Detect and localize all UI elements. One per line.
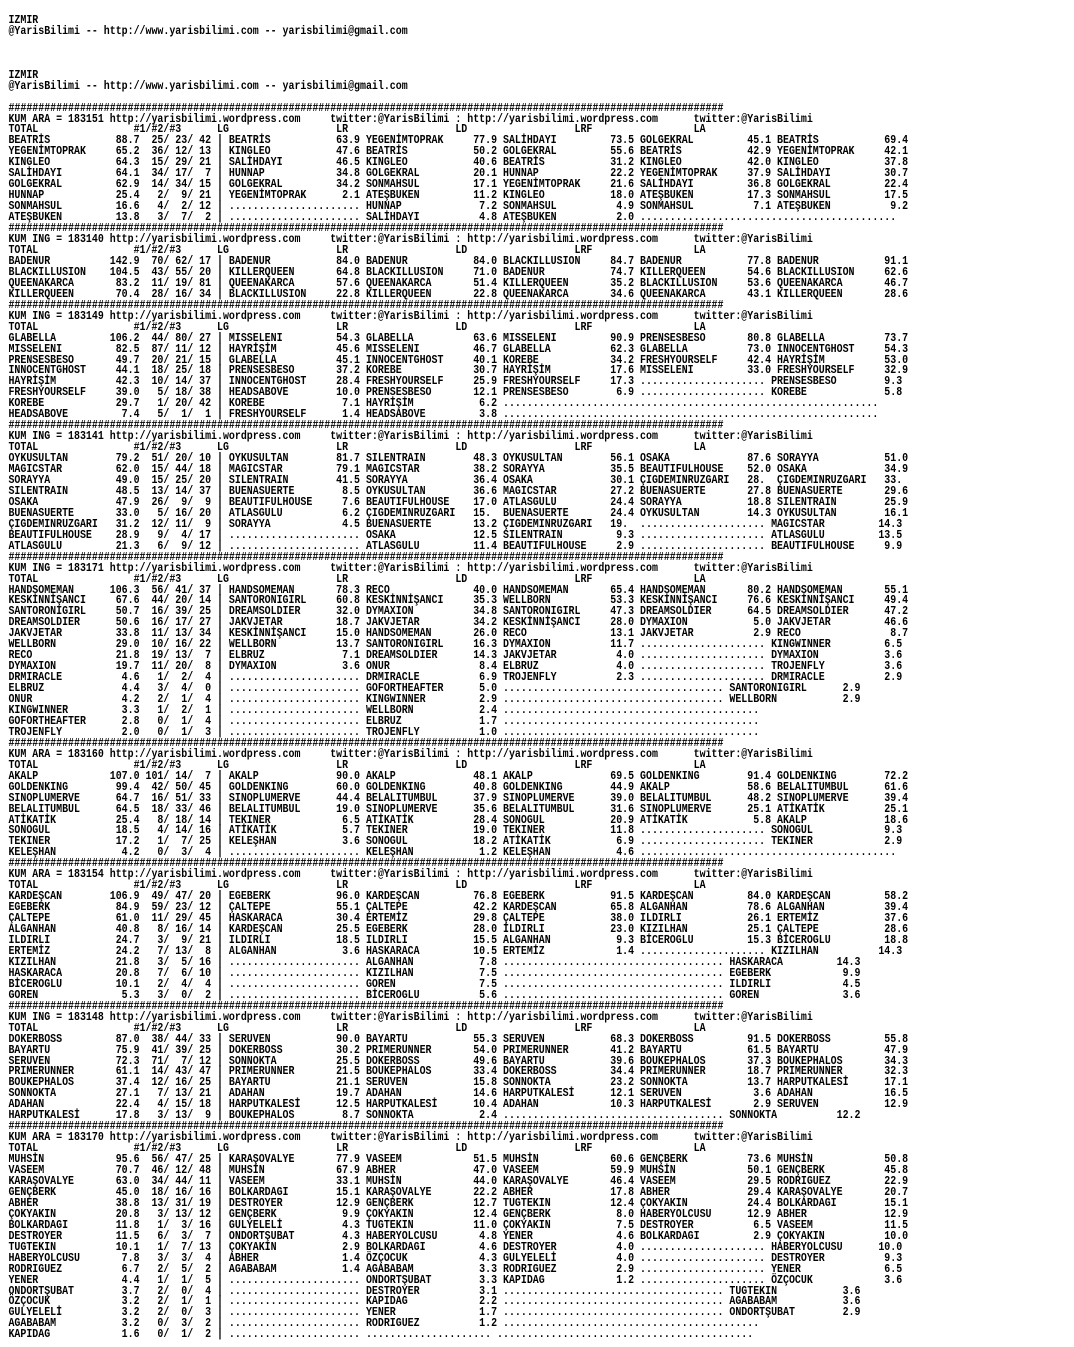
text-line: BLACKILLUSION 104.5 43/ 55/ 20 | KILLERQUEEN 64.8 BLACKILLUSION 71.0 BADENUR 74.7 KILLERQUEEN 54.6 BLACKILLUSION 62.6 [8, 264, 909, 279]
text-line: KINGWINNER 3.3 1/ 2/ 1 | ...................... WELLBORN 2.4 ........................................... [8, 703, 760, 717]
text-line: TUGTEKIN 10.1 1/ 7/ 13 | ÇOKYAKIN 2.9 BOLKARDAGI 4.6 DESTROYER 4.0 ..................... HABERYOLCUSU 10.0 [8, 1239, 903, 1254]
text-line: HAYRİŞİM 42.3 10/ 14/ 37 | INNOCENTGHOST 28.4 FRESHYOURSELF 25.9 FRESHYOURSELF 17.3 ..................... PRENSESBESO 9.3 [8, 374, 903, 389]
text-line: TROJENFLY 2.0 0/ 1/ 3 | ...................... TROJENFLY 1.0 ........................................... [8, 724, 760, 739]
text-line: VASEEM 70.7 46/ 12/ 48 | MUHSİN 67.9 ABHER 47.0 VASEEM 59.9 MUHSİN 50.1 GENÇBERK 45.8 [8, 1163, 909, 1178]
text-line: SINOPLUMERVE 64.7 16/ 51/ 33 | SINOPLUMERVE 44.4 BELALITUMBUL 37.9 SINOPLUMERVE 39.0 BELALITUMBUL 48.2 SINOPLUMERVE 39.4 [8, 790, 909, 805]
separator-line: ######################################################################################################################## [8, 100, 724, 115]
text-line: TOTAL #1/#2/#3 LG LR LD LRF LA [8, 440, 706, 455]
text-line: IZMIR [8, 12, 39, 27]
text-line: TEKINER 17.2 1/ 7/ 25 | KELEŞHAN 3.6 SONOGUL 18.2 ATİKATİK 6.9 ..................... TEKINER 2.9 [8, 834, 903, 849]
text-line: DRMIRACLE 4.6 1/ 2/ 4 | ...................... DRMIRACLE 6.9 TROJENFLY 2.3 ..................... DRMIRACLE 2.9 [8, 670, 903, 685]
text-line: SALİHDAYI 64.1 34/ 17/ 7 | HUNNAP 34.8 GOLGEKRAL 20.1 HUNNAP 22.2 YEGENİMTOPRAK 37.9 SALİHDAYI 30.7 [8, 166, 909, 181]
text-line: EGEBERK 84.9 59/ 23/ 12 | ÇALTEPE 55.1 ÇALTEPE 42.2 KARDEŞCAN 65.8 ALGANHAN 78.6 ALGANHAN 39.4 [8, 900, 909, 915]
text-line: TOTAL #1/#2/#3 LG LR LD LRF LA [8, 1141, 706, 1156]
text-line: GENÇBERK 45.0 18/ 16/ 16 | BOLKARDAGI 15.1 KARAŞOVALYE 22.2 ABHER 17.8 ABHER 29.4 KARAŞOVALYE 20.7 [8, 1184, 909, 1199]
text-line: BİCEROGLU 10.1 2/ 4/ 4 | ...................... GOREN 7.5 ..................................... ILDIRLI 4.5 [8, 976, 861, 991]
text-line: PRIMERUNNER 61.1 14/ 43/ 47 | PRIMERUNNER 21.5 BOUKEPHALOS 33.4 DOKERBOSS 34.4 PRIMERUNNER 18.7 PRIMERUNNER 32.3 [8, 1064, 909, 1079]
text-line: TOTAL #1/#2/#3 LG LR LD LRF LA [8, 878, 706, 893]
separator-line: ######################################################################################################################## [8, 418, 724, 433]
text-line: IZMIR [8, 67, 39, 82]
text-line: SERUVEN 72.3 71/ 7/ 12 | SONNOKTA 25.5 DOKERBOSS 49.6 BAYARTU 39.6 BOUKEPHALOS 37.3 BOUKEPHALOS 34.3 [8, 1053, 909, 1068]
text-line: DOKERBOSS 87.0 38/ 44/ 33 | SERUVEN 90.0 BAYARTU 55.3 SERUVEN 68.3 DOKERBOSS 91.5 DOKERBOSS 55.8 [8, 1031, 909, 1046]
separator-line: ######################################################################################################################## [8, 998, 724, 1013]
text-line: ATLASGULU 21.3 6/ 9/ 12 | ...................... ATLASGULU 11.4 BEAUTIFULHOUSE 2.9 ..................... BEAUTIFULHOUSE 9.9 [8, 538, 903, 553]
text-line: KUM ARA = 183151 http://yarisbilimi.wordpress.com twitter:@YarisBilimi : http://yarisbilimi.wordpress.com twitter:@YarisBilimi [8, 111, 813, 126]
text-line: BEAUTIFULHOUSE 28.9 9/ 4/ 17 | ...................... OSAKA 12.5 SILENTRAIN 9.3 ..................... ATLASGULU 13.5 [8, 527, 903, 542]
text-line: HARPUTKALESİ 17.8 3/ 13/ 9 | BOUKEPHALOS 8.7 SONNOKTA 2.4 ..................................... SONNOKTA 12.2 [8, 1108, 861, 1123]
separator-line: ######################################################################################################################## [8, 221, 724, 236]
text-line: ABHER 38.8 13/ 31/ 19 | DESTROYER 12.9 GENÇBERK 12.7 TUGTEKIN 12.4 ÇOKYAKIN 24.4 BOLKARDAGI 15.1 [8, 1195, 909, 1210]
text-line: GOLDENKING 99.4 42/ 50/ 45 | GOLDENKING 60.0 GOLDENKING 40.8 GOLDENKING 44.9 AKALP 58.6 BELALITUMBUL 61.6 [8, 779, 909, 794]
text-line: KIZILHAN 21.8 3/ 5/ 16 | ...................... ALGANHAN 7.8 ..................................... HASKARACA 14.3 [8, 954, 861, 969]
text-line: AGABABAM 3.2 0/ 3/ 2 | ...................... RODRIGUEZ 1.2 ........................................... [8, 1316, 760, 1331]
text-line: KUM ARA = 183170 http://yarisbilimi.wordpress.com twitter:@YarisBilimi : http://yarisbilimi.wordpress.com twitter:@YarisBilimi [8, 1130, 813, 1145]
text-line: SORAYYA 49.0 15/ 25/ 20 | SILENTRAIN 41.5 SORAYYA 36.4 OSAKA 30.1 ÇIGDEMINRUZGARI 28. ÇIGDEMINRUZGARI 33. [8, 472, 903, 487]
text-line: KUM ING = 183140 http://yarisbilimi.wordpress.com twitter:@YarisBilimi : http://yarisbilimi.wordpress.com twitter:@YarisBilimi [8, 232, 813, 247]
text-line: GOLGEKRAL 62.9 14/ 34/ 15 | GOLGEKRAL 34.2 SONMAHSUL 17.1 YEGENİMTOPRAK 21.6 SALİHDAYI 36.8 GOLGEKRAL 22.4 [8, 177, 909, 192]
text-line: ÇALTEPE 61.0 11/ 29/ 45 | HASKARACA 30.4 ERTEMİZ 29.8 ÇALTEPE 38.0 ILDIRLI 26.1 ERTEMİZ 37.6 [8, 911, 909, 926]
text-line: MAGICSTAR 62.0 15/ 44/ 18 | MAGICSTAR 79.1 MAGICSTAR 38.2 SORAYYA 35.5 BEAUTIFULHOUSE 52.0 OSAKA 34.9 [8, 462, 909, 477]
text-line: SONNOKTA 27.1 7/ 13/ 21 | ADAHAN 19.7 ADAHAN 14.6 HARPUTKALESİ 12.1 SERUVEN 3.6 ADAHAN 16.5 [8, 1086, 909, 1101]
text-line: SANTORONIGIRL 50.7 16/ 39/ 25 | DREAMSOLDIER 32.0 DYMAXION 34.8 SANTORONIGIRL 47.3 DREAMSOLDIER 64.5 DREAMSOLDIER 47.2 [8, 604, 909, 619]
text-line: TOTAL #1/#2/#3 LG LR LD LRF LA [8, 1020, 706, 1035]
text-line: HEADSABOVE 7.4 5/ 1/ 1 | FRESHYOURSELF 1.4 HEADSABOVE 3.8 ............................................................... [8, 407, 879, 422]
text-line: KUM ING = 183148 http://yarisbilimi.wordpress.com twitter:@YarisBilimi : http://yarisbilimi.wordpress.com twitter:@YarisBilimi [8, 1009, 813, 1024]
text-line: HUNNAP 25.4 2/ 9/ 21 | YEGENİMTOPRAK 2.1 ATEŞBUKEN 11.2 KINGLEO 18.0 ATEŞBUKEN 17.3 SONMAHSUL 17.5 [8, 188, 909, 203]
text-line: KOREBE 29.7 1/ 20/ 42 | KOREBE 7.1 HAYRİŞİM 6.2 ............................................................... [8, 396, 879, 411]
text-line: INNOCENTGHOST 44.1 18/ 25/ 18 | PRENSESBESO 37.2 KOREBE 30.7 HAYRİŞİM 17.6 MISSELENI 33.0 FRESHYOURSELF 32.9 [8, 363, 909, 378]
text-line: SILENTRAIN 48.5 13/ 14/ 37 | BUENASUERTE 8.5 OYKUSULTAN 36.6 MAGICSTAR 27.2 BUENASUERTE 27.8 BUENASUERTE 29.6 [8, 483, 909, 498]
text-line: RECO 21.8 19/ 13/ 7 | ELBRUZ 7.1 DREAMSOLDIER 14.3 JAKVJETAR 4.0 ..................... DYMAXION 3.6 [8, 648, 903, 663]
text-line: ATİKATİK 25.4 8/ 18/ 14 | TEKINER 6.5 ATİKATİK 28.4 SONOGUL 20.9 ATİKATİK 5.8 AKALP 18.6 [8, 812, 909, 827]
text-line: TOTAL #1/#2/#3 LG LR LD LRF LA [8, 757, 706, 772]
separator-line: ######################################################################################################################## [8, 297, 724, 312]
text-line: TOTAL #1/#2/#3 LG LR LD LRF LA [8, 122, 706, 137]
text-line: YEGENİMTOPRAK 65.2 36/ 12/ 13 | KINGLEO 47.6 BEATRİS 50.2 GOLGEKRAL 55.6 BEATRİS 42.9 YEGENİMTOPRAK 42.1 [8, 144, 909, 159]
text-line: ILDIRLI 24.7 3/ 9/ 21 | ILDIRLI 18.5 ILDIRLI 15.5 ALGANHAN 9.3 BİCEROGLU 15.3 BİCEROGLU 18.8 [8, 933, 909, 948]
text-line: HABERYOLCUSU 7.8 3/ 3/ 4 | ABHER 1.4 ÖZÇOCUK 4.3 GULYELELİ 4.0 ..................... DESTROYER 9.3 [8, 1250, 903, 1265]
separator-line: ######################################################################################################################## [8, 549, 724, 564]
text-line: MISSELENI 82.5 87/ 11/ 12 | HAYRİŞİM 45.6 MISSELENI 46.7 GLABELLA 62.3 GLABELLA 73.0 INNOCENTGHOST 54.3 [8, 341, 909, 356]
text-line: KELEŞHAN 4.2 0/ 3/ 4 | ...................... KELEŞHAN 1.2 KELEŞHAN 4.6 ........................................... [8, 845, 897, 860]
text-line: KILLERQUEEN 70.4 28/ 16/ 34 | BLACKILLUSION 22.8 KILLERQUEEN 22.8 QUEENAKARCA 34.6 QUEENAKARCA 43.1 KILLERQUEEN 28.6 [8, 286, 909, 301]
text-line: SONMAHSUL 16.6 4/ 2/ 12 | ...................... HUNNAP 7.2 SONMAHSUL 4.9 SONMAHSUL 7.1 ATEŞBUKEN 9.2 [8, 199, 909, 214]
text-line: BOLKARDAGI 11.8 1/ 3/ 16 | GULYELELİ 4.3 TUGTEKIN 11.0 ÇOKYAKIN 7.5 DESTROYER 6.5 VASEEM 11.5 [8, 1217, 909, 1232]
text-line: KUM ING = 183141 http://yarisbilimi.wordpress.com twitter:@YarisBilimi : http://yarisbilimi.wordpress.com twitter:@YarisBilimi [8, 429, 813, 444]
text-line: ERTEMİZ 24.2 7/ 13/ 8 | ALGANHAN 3.6 HASKARACA 10.5 ERTEMİZ 1.4 ..................... KIZILHAN 14.3 [8, 943, 903, 958]
text-line: ALGANHAN 40.8 8/ 16/ 14 | KARDEŞCAN 25.5 EGEBERK 28.0 İLDIRLI 23.0 KIZILHAN 25.1 ÇALTEPE 28.6 [8, 922, 909, 937]
text-line: SONOGUL 18.5 4/ 14/ 16 | ATİKATİK 5.7 TEKINER 19.0 TEKINER 11.8 ..................... SONOGUL 9.3 [8, 823, 903, 838]
text-line: ONUR 4.2 2/ 1/ 4 | ...................... KINGWINNER 2.9 ..................................... WELLBORN 2.9 [8, 692, 861, 707]
text-line: GOREN 5.3 3/ 0/ 2 | ...................... BİCEROGLU 5.6 ..................................... GOREN 3.6 [8, 987, 861, 1002]
text-line: @YarisBilimi -- http://www.yarisbilimi.com -- yarisbilimi@gmail.com [8, 78, 408, 93]
text-line: HANDSOMEMAN 106.3 56/ 41/ 37 | HANDSOMEMAN 78.3 RECO 40.0 HANDSOMEMAN 65.4 HANDSOMEMAN 80.2 HANDSOMEMAN 55.1 [8, 582, 909, 597]
separator-line: ######################################################################################################################## [8, 1119, 724, 1134]
text-line: OYKUSULTAN 79.2 51/ 20/ 10 | OYKUSULTAN 81.7 SILENTRAIN 48.3 OYKUSULTAN 56.1 OSAKA 87.6 SORAYYA 51.0 [8, 451, 909, 466]
text-line: YENER 4.4 1/ 1/ 5 | ...................... ONDORTŞUBAT 3.3 KAPIDAG 1.2 ..................... ÖZÇOCUK 3.6 [8, 1272, 903, 1287]
text-line: MUHSİN 95.6 56/ 47/ 25 | KARAŞOVALYE 77.9 VASEEM 51.5 MUHSİN 60.6 GENÇBERK 73.6 MUHSİN 50.8 [8, 1152, 909, 1167]
text-line: DREAMSOLDIER 50.6 16/ 17/ 27 | JAKVJETAR 18.7 JAKVJETAR 34.2 KESKİNNİŞANCI 28.0 DYMAXION 5.0 JAKVJETAR 46.6 [8, 615, 909, 630]
text-line: ÇIGDEMINRUZGARI 31.2 12/ 11/ 9 | SORAYYA 4.5 BUENASUERTE 13.2 ÇIGDEMINRUZGARI 19. ..................... MAGICSTAR 14.3 [8, 516, 903, 531]
text-line: ADAHAN 22.4 4/ 15/ 18 | HARPUTKALESİ 12.5 HARPUTKALESİ 10.4 ADAHAN 10.3 HARPUTKALESİ 2.9 SERUVEN 12.9 [8, 1097, 909, 1112]
text-line: KARAŞOVALYE 63.0 34/ 44/ 11 | VASEEM 33.1 MUHSİN 44.0 KARAŞOVALYE 46.4 VASEEM 29.5 RODRIGUEZ 22.9 [8, 1173, 909, 1188]
text-line: GULYELELİ 3.2 2/ 0/ 3 | ...................... YENER 1.7 ..................................... ONDORTŞUBAT 2.9 [8, 1305, 861, 1320]
text-line: DESTROYER 11.5 6/ 3/ 7 | ONDORTŞUBAT 4.3 HABERYOLCUSU 4.8 YENER 4.6 BOLKARDAGI 2.9 ÇOKYAKIN 10.0 [8, 1228, 909, 1243]
text-line: KESKİNNİŞANCI 67.6 44/ 20/ 14 | SANTORONIGIRL 60.8 KESKİNNİŞANCI 35.3 WELLBORN 53.3 KESKİNNİŞANCI 76.6 KESKİNNİŞANCI 49.4 [8, 593, 909, 608]
text-line: BUENASUERTE 33.0 5/ 16/ 20 | ATLASGULU 6.2 ÇIGDEMINRUZGARI 15. BUENASUERTE 24.4 OYKUSULTAN 14.3 OYKUSULTAN 16.1 [8, 505, 909, 520]
text-line: ÇOKYAKIN 20.8 3/ 13/ 12 | GENÇBERK 9.9 ÇOKYAKIN 12.4 GENÇBERK 8.0 HABERYOLCUSU 12.9 ABHER 12.9 [8, 1206, 909, 1221]
text-line: AKALP 107.0 101/ 14/ 7 | AKALP 90.0 AKALP 48.1 AKALP 69.5 GOLDENKING 91.4 GOLDENKING 72.2 [8, 768, 909, 783]
text-line: GLABELLA 106.2 44/ 80/ 27 | MISSELENI 54.3 GLABELLA 63.6 MISSELENI 90.9 PRENSESBESO 80.8 GLABELLA 73.7 [8, 330, 909, 345]
text-line: QUEENAKARCA 83.2 11/ 19/ 81 | QUEENAKARCA 57.6 QUEENAKARCA 51.4 KILLERQUEEN 35.2 BLACKILLUSION 53.6 QUEENAKARCA 46.7 [8, 275, 909, 290]
text-line: KUM ARA = 183154 http://yarisbilimi.wordpress.com twitter:@YarisBilimi : http://yarisbilimi.wordpress.com twitter:@YarisBilimi [8, 867, 813, 882]
text-line: OSAKA 47.9 26/ 9/ 9 | BEAUTIFULHOUSE 7.6 BEAUTIFULHOUSE 17.0 ATLASGULU 24.4 SORAYYA 18.8 SILENTRAIN 25.9 [8, 494, 909, 509]
separator-line: ######################################################################################################################## [8, 735, 724, 750]
text-line: TOTAL #1/#2/#3 LG LR LD LRF LA [8, 242, 706, 257]
text-line: DYMAXION 19.7 11/ 20/ 8 | DYMAXION 3.6 ONUR 8.4 ELBRUZ 4.0 ..................... TROJENFLY 3.6 [8, 659, 903, 674]
text-line: GOFORTHEAFTER 2.8 0/ 1/ 4 | ...................... ELBRUZ 1.7 ........................................... [8, 713, 760, 728]
text-line: JAKVJETAR 33.8 11/ 13/ 34 | KESKİNNİŞANCI 15.0 HANDSOMEMAN 26.0 RECO 13.1 JAKVJETAR 2.9 RECO 8.7 [8, 626, 909, 641]
text-line: ATEŞBUKEN 13.8 3/ 7/ 2 | ...................... SALİHDAYI 4.8 ATEŞBUKEN 2.0 ........................................... [8, 210, 897, 225]
separator-line: ######################################################################################################################## [8, 856, 724, 871]
text-line: WELLBORN 29.0 10/ 16/ 22 | WELLBORN 13.7 SANTORONIGIRL 16.3 DYMAXION 11.7 ..................... KINGWINNER 6.5 [8, 637, 903, 652]
text-line: ONDORTŞUBAT 3.7 2/ 0/ 4 | ...................... DESTROYER 3.1 ..................................... TUGTEKIN 3.6 [8, 1283, 861, 1298]
text-line: KARDEŞCAN 106.9 49/ 47/ 20 | EGEBERK 96.0 KARDEŞCAN 76.8 EGEBERK 91.5 KARDEŞCAN 84.0 KARDEŞCAN 58.2 [8, 889, 909, 904]
text-line: KUM ING = 183149 http://yarisbilimi.wordpress.com twitter:@YarisBilimi : http://yarisbilimi.wordpress.com twitter:@YarisBilimi [8, 308, 813, 323]
text-line: KAPIDAG 1.6 0/ 1/ 2 | ...................... ..................... ........................................... [8, 1327, 754, 1342]
text-line: TOTAL #1/#2/#3 LG LR LD LRF LA [8, 571, 706, 586]
text-line: FRESHYOURSELF 39.0 5/ 18/ 38 | HEADSABOVE 10.0 PRENSESBESO 12.1 PRENSESBESO 6.9 ..................... KOREBE 5.8 [8, 385, 903, 400]
text-line: HASKARACA 20.8 7/ 6/ 10 | ...................... KIZILHAN 7.5 ..................................... EGEBERK 9.9 [8, 965, 861, 980]
text-line: BADENUR 142.9 70/ 62/ 17 | BADENUR 84.0 BADENUR 84.0 BLACKILLUSION 84.7 BADENUR 77.8 BADENUR 91.1 [8, 253, 909, 268]
text-line: KINGLEO 64.3 15/ 29/ 21 | SALİHDAYI 46.5 KINGLEO 40.6 BEATRİS 31.2 KINGLEO 42.0 KINGLEO 37.8 [8, 155, 909, 170]
text-line: ELBRUZ 4.4 3/ 4/ 0 | ...................... GOFORTHEAFTER 5.0 ..................................... SANTORONIGIRL 2.9 [8, 681, 861, 696]
text-line: BELALITUMBUL 64.5 18/ 33/ 46 | BELALITUMBUL 19.0 SINOPLUMERVE 35.6 BELALITUMBUL 31.6 SINOPLUMERVE 25.1 ATİKATİK 25.1 [8, 801, 909, 816]
text-line: BOUKEPHALOS 37.4 12/ 16/ 25 | BAYARTU 21.1 SERUVEN 15.8 SONNOKTA 23.2 SONNOKTA 13.7 HARPUTKALESİ 17.1 [8, 1075, 909, 1090]
text-line: TOTAL #1/#2/#3 LG LR LD LRF LA [8, 319, 706, 334]
text-line: ÖZÇOCUK 3.2 2/ 1/ 1 | ...................... KAPIDAG 2.2 ..................................... AGABABAM 3.6 [8, 1294, 861, 1309]
text-line: RODRIGUEZ 6.7 2/ 5/ 2 | AGABABAM 1.4 AGABABAM 3.3 RODRIGUEZ 2.9 ..................... YENER 6.5 [8, 1261, 903, 1276]
text-line: BEATRİS 88.7 25/ 23/ 42 | BEATRİS 63.9 YEGENİMTOPRAK 77.9 SALİHDAYI 73.5 GOLGEKRAL 45.1 BEATRİS 69.4 [8, 133, 909, 148]
text-line: BAYARTU 75.9 41/ 39/ 25 | DOKERBOSS 30.2 PRIMERUNNER 54.0 PRIMERUNNER 41.2 BAYARTU 61.5 BAYARTU 47.9 [8, 1042, 909, 1057]
text-line: KUM ING = 183171 http://yarisbilimi.wordpress.com twitter:@YarisBilimi : http://yarisbilimi.wordpress.com twitter:@YarisBilimi [8, 560, 813, 575]
text-line: KUM ARA = 183160 http://yarisbilimi.wordpress.com twitter:@YarisBilimi : http://yarisbilimi.wordpress.com twitter:@YarisBilimi [8, 746, 813, 761]
text-line: PRENSESBESO 49.7 20/ 21/ 15 | GLABELLA 45.1 INNOCENTGHOST 40.1 KOREBE 34.2 FRESHYOURSELF 42.4 HAYRİŞİM 53.0 [8, 352, 909, 367]
text-line: @YarisBilimi -- http://www.yarisbilimi.com -- yarisbilimi@gmail.com [8, 23, 408, 38]
